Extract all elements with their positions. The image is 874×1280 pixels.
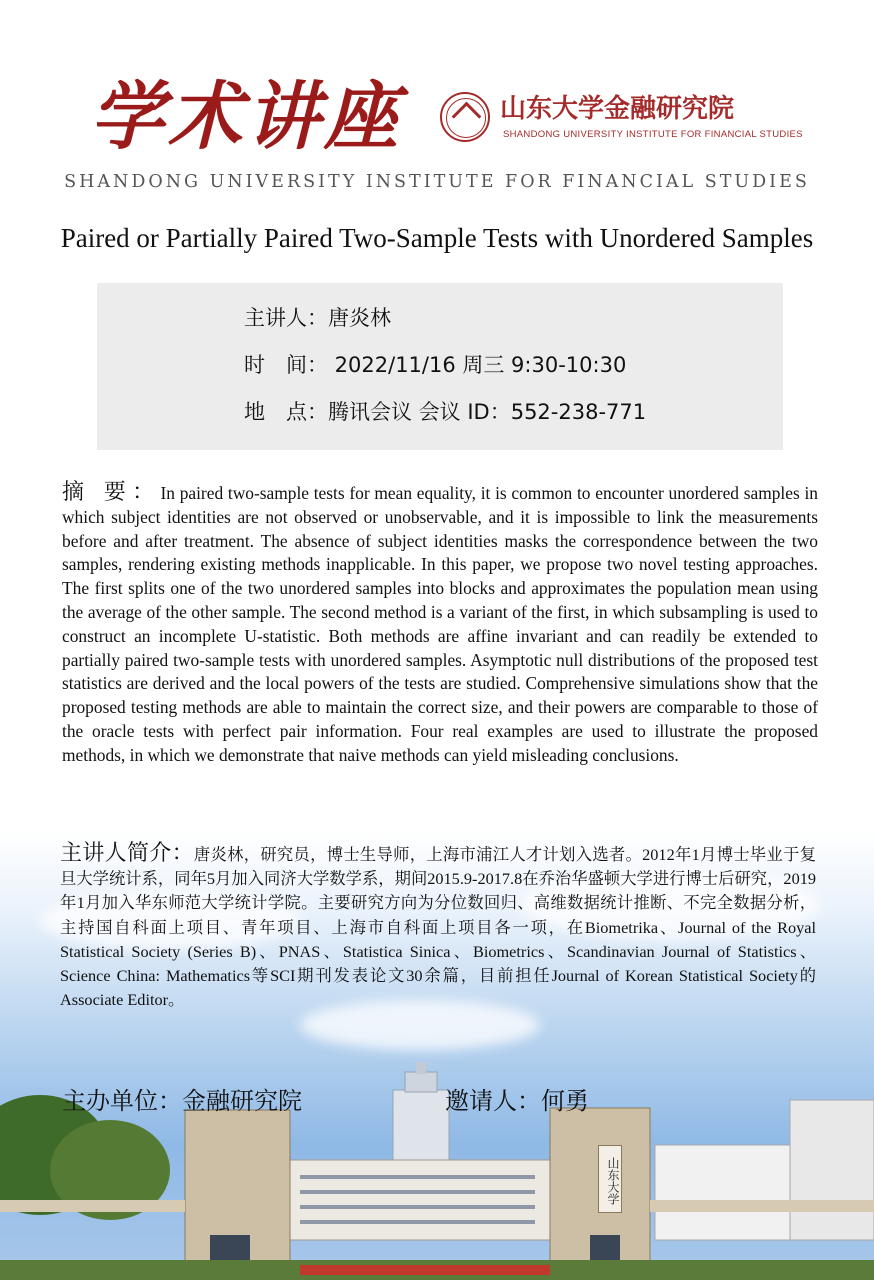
institute-name-cn: 山东大学金融研究院	[500, 94, 735, 124]
place-line: 地 点：腾讯会议 会议 ID：552-238-771	[244, 400, 647, 424]
talk-title: Paired or Partially Paired Two-Sample Tests with Unordered Samples	[60, 223, 814, 253]
abstract-text: In paired two-sample tests for mean equality, it is common to encounter unordered samples in which subject identities are not observed or unobservable, and it is impossible to link the measurements before and after treatment. The absence of subject identities masks the correspondence between the two samples, rendering existing methods inapplicable. In this paper, we propose two novel testing approaches. The first splits one of the two unordered samples into blocks and approximates the population mean using the average of the other sample. The second method is a variant of the first, in which subsampling is used to construct an incomplete U-statistic. Both methods are affine invariant and can readily be extended to partially paired two-sample tests with unordered samples. Asymptotic null distributions of the proposed test statistics are derived and the local powers of the tests are studied. Comprehensive simulations show that the proposed testing methods are able to maintain the correct size, and their powers are comparable to those of the oracle tests with perfect pair information. Four real examples are used to illustrate the proposed methods, in which we demonstrate that naive methods can yield misleading conclusions.	[62, 483, 818, 765]
institute-name-en: SHANDONG UNIVERSITY INSTITUTE FOR FINANCIAL STUDIES	[64, 172, 810, 192]
time-line: 时 间： 2022/11/16 周三 9:30-10:30	[244, 353, 627, 377]
speaker-bio	[60, 842, 816, 1042]
gate-sign: 山东大学	[598, 1145, 622, 1213]
inviter: 邀请人：何勇	[445, 1087, 589, 1115]
speaker-line: 主讲人：唐炎林	[244, 306, 391, 330]
organizer: 主办单位：金融研究院	[62, 1087, 302, 1115]
institute-name-en-small: SHANDONG UNIVERSITY INSTITUTE FOR FINANCIAL STUDIES	[503, 129, 803, 140]
lecture-title-cn: 学术讲座	[90, 74, 402, 160]
abstract-label: 摘 要：	[62, 480, 161, 505]
bio-text: 唐炎林，研究员，博士生导师，上海市浦江人才计划入选者。2012年1月博士毕业于复旦大学统计系，同年5月加入同济大学数学系，期间2015.9-2017.8在乔治华盛顿大学进行博士后研究，2019年1月加入华东师范大学统计学院。主要研究方向为分位数回归、高维数据统计推断、不完全数据分析，主持国自科面上项目、青年项目、上海市自科面上项目各一项，在Biometrika、Journal of the Royal Statistical Society (Series B)、PNAS、Statistica Sinica、Biometrics、Scandinavian Journal of Statistics、Science China: Mathematics等SCI期刊发表论文30余篇，目前担任Journal of Korean Statistical Society的Associate Editor。	[60, 845, 816, 1010]
bio-label: 主讲人简介：	[60, 841, 194, 866]
university-seal-icon	[440, 92, 490, 142]
abstract	[62, 481, 818, 821]
